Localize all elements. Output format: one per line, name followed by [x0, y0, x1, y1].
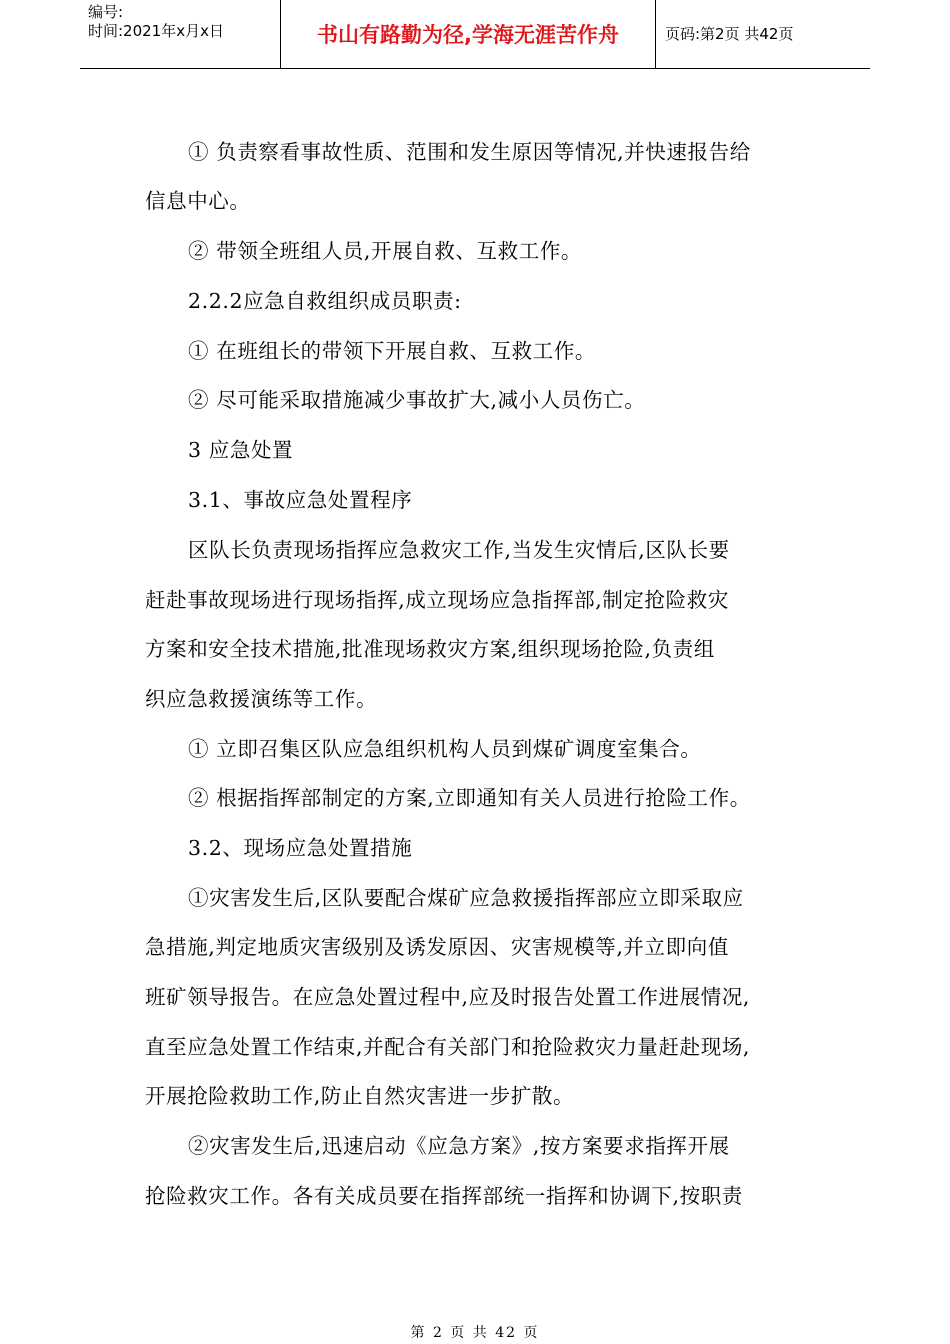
- text-line: 织应急救援演练等工作。: [145, 687, 378, 711]
- header-motto-cell: [280, 0, 656, 68]
- page-header: [80, 0, 870, 69]
- text-line: ① 立即召集区队应急组织机构人员到煤矿调度室集合。: [188, 737, 702, 761]
- text-line: 急措施,判定地质灾害级别及诱发原因、灾害规模等,并立即向值: [145, 935, 729, 959]
- text-line: 区队长负责现场指挥应急救灾工作,当发生灾情后,区队长要: [188, 538, 730, 562]
- section-heading: 3.1、事故应急处置程序: [188, 488, 413, 512]
- text-line: 直至应急处置工作结束,并配合有关部门和抢险救灾力量赶赴现场,: [145, 1035, 751, 1059]
- page-info: 页码:第2页 共42页: [665, 25, 794, 43]
- text-line: 信息中心。: [145, 189, 251, 213]
- text-line: ② 根据指挥部制定的方案,立即通知有关人员进行抢险工作。: [188, 786, 751, 810]
- text-line: 班矿领导报告。在应急处置过程中,应及时报告处置工作进展情况,: [145, 985, 751, 1009]
- text-line: 开展抢险救助工作,防止自然灾害进一步扩散。: [145, 1084, 575, 1108]
- page-footer: 第 2 页 共 42 页: [410, 1325, 540, 1341]
- text-line: ②灾害发生后,迅速启动《应急方案》,按方案要求指挥开展: [188, 1134, 730, 1158]
- date-label: 时间:2021年x月x日: [88, 22, 224, 40]
- text-line: ② 带领全班组人员,开展自救、互救工作。: [188, 239, 583, 263]
- section-heading: 3.2、现场应急处置措施: [188, 836, 413, 860]
- text-line: 赶赴事故现场进行现场指挥,成立现场应急指挥部,制定抢险救灾: [145, 588, 729, 612]
- text-line: 抢险救灾工作。各有关成员要在指挥部统一指挥和协调下,按职责: [145, 1184, 743, 1208]
- section-heading: 3 应急处置: [188, 438, 294, 462]
- header-page-cell: [655, 0, 870, 68]
- serial-number-label: 编号:: [88, 3, 124, 21]
- text-line: ①灾害发生后,区队要配合煤矿应急救援指挥部应立即采取应: [188, 886, 744, 910]
- text-line: ① 在班组长的带领下开展自救、互救工作。: [188, 339, 597, 363]
- text-line: ② 尽可能采取措施减少事故扩大,减小人员伤亡。: [188, 388, 646, 412]
- text-line: 方案和安全技术措施,批准现场救灾方案,组织现场抢险,负责组: [145, 637, 715, 661]
- section-heading: 2.2.2应急自救组织成员职责:: [188, 289, 462, 313]
- header-meta-cell: [80, 0, 280, 68]
- text-line: ① 负责察看事故性质、范围和发生原因等情况,并快速报告给: [188, 140, 751, 164]
- motto-text: 书山有路勤为径,学海无涯苦作舟: [317, 23, 619, 47]
